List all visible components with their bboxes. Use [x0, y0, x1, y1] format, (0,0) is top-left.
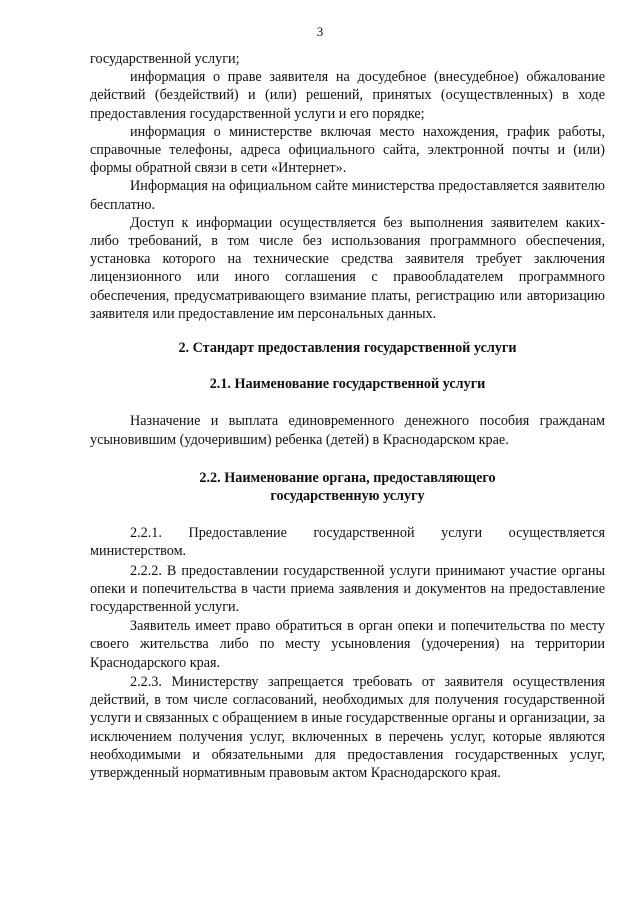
section-2-1-heading: 2.1. Наименование государственной услуги: [209, 376, 486, 393]
paragraph-appeal-info: информация о праве заявителя на досудебное (внесудебное) обжалование действий (бездействий) и (или) решений, принятых (осуществленных) в ходе предоставления государственной услуги и его порядке;: [90, 69, 605, 122]
paragraph-free-info: Информация на официальном сайте министерства предоставляется заявителю бесплатно.: [90, 178, 605, 213]
section-2-2-heading-line2: государственную услугу: [270, 488, 425, 505]
section-2-2-heading: [90, 469, 605, 505]
document-body: [90, 50, 605, 782]
paragraph-access-info: Доступ к информации осуществляется без выполнения заявителем каких-либо требований, в том числе без использования программного обеспечения, установка которого на технические средства заявителя требует заключения лицензионного или иного соглашения с правообладателем программного обеспечения, предусматривающего взимание платы, регистрацию или авторизацию заявителя или предоставление им персональных данных.: [90, 214, 605, 322]
section-2-heading: 2. Стандарт предоставления государственной услуги: [178, 340, 517, 357]
paragraph-2-2-3: 2.2.3. Министерству запрещается требовать от заявителя осуществления действий, в том числе согласований, необходимых для получения государственной услуги и связанных с обращением в иные государственные органы и организации, за исключением получения услуг, включенных в перечень услуг, которые являются необходимыми и обязательными для предоставления государственных услуг, утвержденный нормативным правовым актом Краснодарского края.: [90, 673, 605, 781]
section-2-1-text: Назначение и выплата единовременного денежного пособия гражданам усыновившим (удочерившим) ребенка (детей) в Краснодарском крае.: [90, 413, 605, 448]
intro-continuation: государственной услуги;: [90, 51, 240, 67]
paragraph-ministry-info: информация о министерстве включая место нахождения, график работы, справочные телефоны, адреса официального сайта, электронной почты и (или) формы обратной связи в сети «Интернет».: [90, 123, 605, 177]
paragraph-2-2-1: 2.2.1. Предоставление государственной услуги осуществляется министерством.: [90, 525, 605, 560]
paragraph-2-2-2: 2.2.2. В предоставлении государственной услуги принимают участие органы опеки и попечительства в части приема заявления и документов на предоставление государственной услуги.: [90, 562, 605, 616]
section-2-2-heading-line1: 2.2. Наименование органа, предоставляющего: [199, 469, 496, 486]
page-number: 3: [316, 24, 324, 39]
paragraph-2-2-2-applicant: Заявитель имеет право обратиться в орган опеки и попечительства по месту своего жительства либо по месту усыновления (удочерения) на территории Краснодарского края.: [90, 618, 605, 671]
